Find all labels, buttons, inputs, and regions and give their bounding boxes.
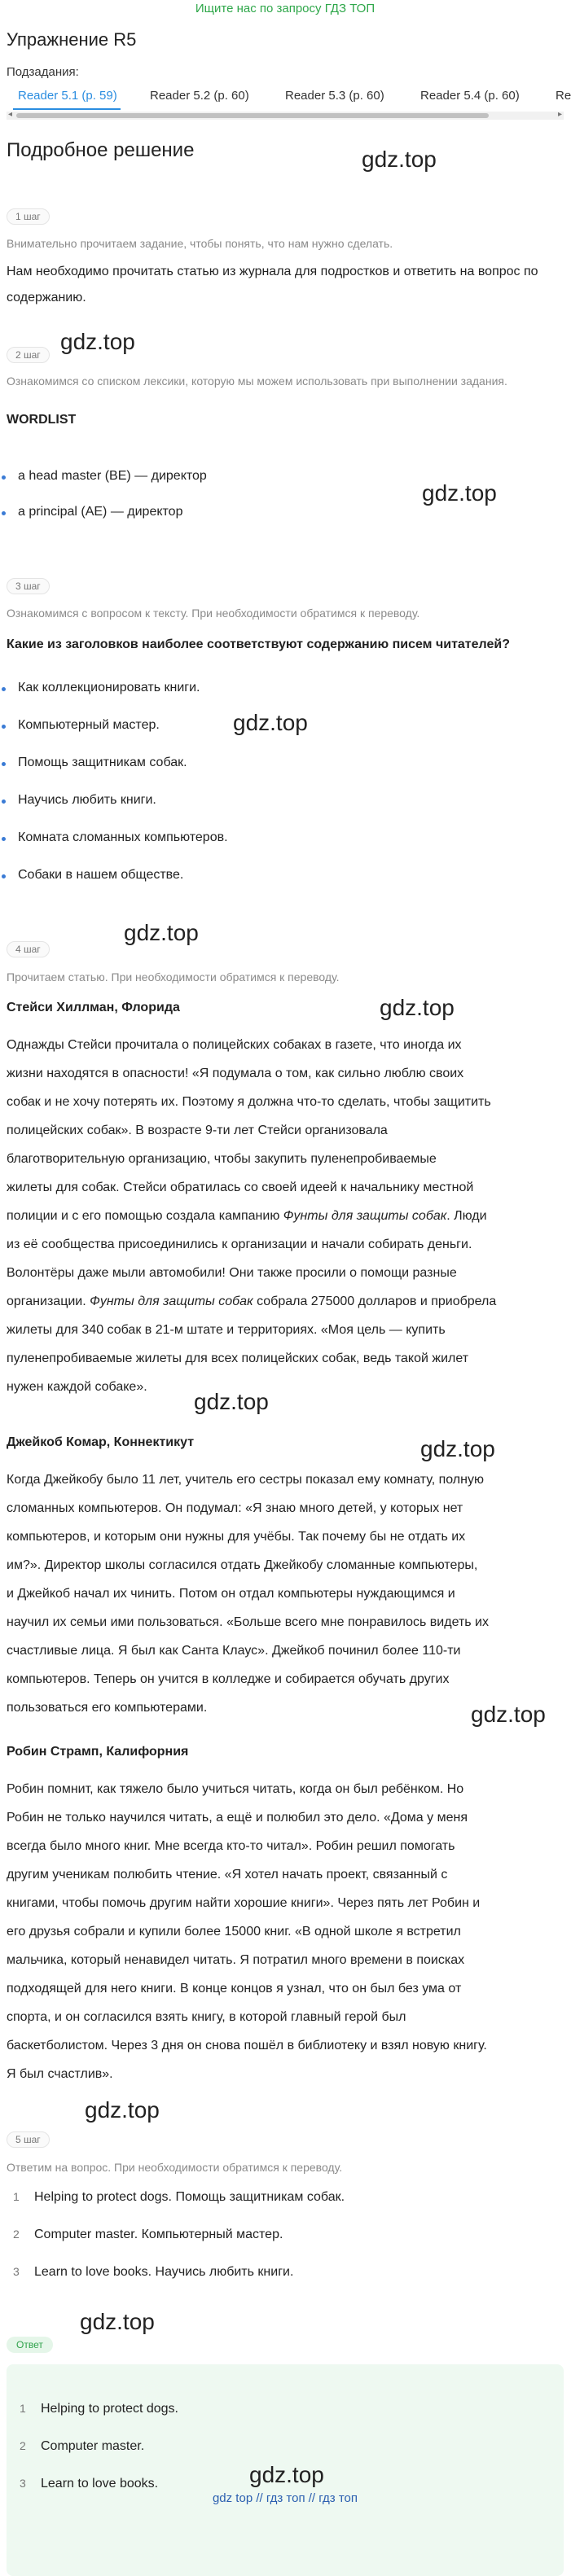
watermark: gdz.top (60, 329, 135, 354)
step-1-badge: 1 шаг (7, 208, 50, 225)
story-line: компьютеров, и которым они нужны для учёбы. Так почему бы не отдать их (7, 1530, 466, 1544)
story-line: счастливые лица. Я был как Санта Клаус». Джейкоб починил более 110-ти (7, 1644, 461, 1658)
subtask-tabs (7, 84, 571, 110)
story-line: им?». Директор школы согласился отдать Джейкобу сломанные компьютеры, (7, 1558, 478, 1572)
tab-reader-5-2[interactable]: Reader 5.2 (p. 60) (150, 89, 249, 103)
story-line: организации. Фунты для защиты собак собрала 275000 долларов и приобрела (7, 1295, 497, 1308)
word-item: a head master (BE) — директор (18, 469, 207, 483)
scrollbar-thumb[interactable] (16, 113, 489, 118)
story-line: сломанных компьютеров. Он подумал: «Я знаю много детей, у которых нет (7, 1501, 463, 1515)
story-line: его друзья собрали и купили более 15000 книг. «В одной школе я встретил (7, 1925, 461, 1939)
story-line: из её сообщества присоединились к организации и начали собирать деньги. (7, 1238, 472, 1251)
story-line: научил их семьи ими пользоваться. «Больше всего мне понравилось видеть их (7, 1615, 489, 1629)
step-4-hint: Прочитаем статью. При необходимости обратимся к переводу. (7, 970, 340, 984)
story-line: пользоваться его компьютерами. (7, 1701, 208, 1715)
step-5-hint: Ответим на вопрос. При необходимости обратимся к переводу. (7, 2161, 343, 2174)
story-line: собак и не хочу потерять их. Поэтому я должна что-то сделать, чтобы защитить (7, 1095, 491, 1109)
story-line: Волонтёры даже мыли автомобили! Они также просили о помощи разные (7, 1266, 457, 1280)
option-item: Как коллекционировать книги. (18, 681, 200, 694)
watermark: gdz.top (420, 1436, 495, 1461)
story-line: баскетболистом. Через 3 дня он снова пошёл в библиотеку и взял новую книгу. (7, 2039, 487, 2052)
tab-reader-5-5[interactable]: Re (556, 89, 571, 103)
scroll-right-icon[interactable]: ▸ (557, 110, 562, 119)
step-3-hint: Ознакомимся с вопросом к тексту. При необходимости обратимся к переводу. (7, 607, 420, 620)
watermark: gdz.top (85, 2097, 160, 2123)
option-item: Компьютерный мастер. (18, 718, 160, 732)
watermark: gdz.top (249, 2462, 324, 2487)
tab-reader-5-1[interactable]: Reader 5.1 (p. 59) (18, 89, 117, 103)
final-answer-item: 2 Computer master. (20, 2439, 145, 2453)
watermark: gdz.top (233, 710, 308, 735)
story-heading: Джейкоб Комар, Коннектикут (7, 1435, 195, 1449)
story-line: спорта, и он согласился взять книгу, в которой главный герой был (7, 2010, 406, 2024)
story-line: Однажды Стейси прочитала о полицейских собаках в газете, что иногда их (7, 1038, 462, 1052)
story-line: мальчика, который ненавидел читать. Я потратил много времени в поисках (7, 1953, 465, 1967)
watermark: gdz.top (124, 920, 199, 945)
story-line: подходящей для него книги. В конце концов я узнал, что он был без ума от (7, 1982, 462, 1996)
watermark: gdz.top (471, 1702, 546, 1727)
tabs-scrollbar[interactable] (7, 112, 564, 120)
page-title: Упражнение R5 (7, 29, 137, 50)
watermark: gdz.top (80, 2309, 155, 2334)
story-line: Когда Джейкобу было 11 лет, учитель его сестры показал ему комнату, полную (7, 1473, 484, 1487)
tab-reader-5-4[interactable]: Reader 5.4 (p. 60) (420, 89, 520, 103)
story-heading: Стейси Хиллман, Флорида (7, 1001, 180, 1014)
story-line: полицейских собак». В возрасте 9-ти лет Стейси организовала (7, 1124, 388, 1137)
story-body-stacy (7, 1031, 564, 1401)
watermark: gdz.top (422, 480, 497, 506)
step-2-hint: Ознакомимся со списком лексики, которую мы можем использовать при выполнении задания. (7, 375, 507, 388)
story-line: книгами, чтобы помочь другим найти хорошие книги». Через пять лет Робин и (7, 1896, 481, 1910)
subtasks-label: Подзадания: (7, 65, 79, 79)
final-answer-item: 1 Helping to protect dogs. (20, 2402, 178, 2416)
option-item: Научись любить книги. (18, 793, 156, 807)
story-body-robin (7, 1775, 564, 2088)
answer-list-item: 2 Computer master. Компьютерный мастер. (13, 2228, 283, 2241)
wordlist-title: WORDLIST (7, 413, 77, 427)
story-line: нужен каждой собаке». (7, 1380, 147, 1394)
footer-links[interactable]: gdz top // гдз топ // гдз топ (212, 2491, 358, 2505)
option-item: Помощь защитникам собак. (18, 756, 187, 769)
step-2-badge: 2 шаг (7, 347, 50, 363)
story-line: жилеты для 340 собак в 21-м штате и территориях. «Моя цель — купить (7, 1323, 446, 1337)
step-1-hint: Внимательно прочитаем задание, чтобы понять, что нам нужно сделать. (7, 237, 393, 250)
watermark: gdz.top (380, 995, 455, 1020)
step-3-badge: 3 шаг (7, 578, 50, 594)
story-line: Робин не только научился читать, а ещё и полюбил это дело. «Дома у меня (7, 1811, 468, 1825)
story-line: жилеты для собак. Стейси обратилась со своей идеей к начальнику местной (7, 1181, 474, 1194)
option-item: Комната сломанных компьютеров. (18, 830, 228, 844)
watermark: gdz.top (194, 1389, 269, 1414)
story-line: другим ученикам полюбить чтение. «Я хотел начать проект, связанный с (7, 1868, 448, 1882)
active-tab-indicator (13, 108, 121, 110)
story-line: Я был счастлив». (7, 2067, 113, 2081)
option-item: Собаки в нашем обществе. (18, 868, 184, 882)
tab-reader-5-3[interactable]: Reader 5.3 (p. 60) (285, 89, 384, 103)
story-line: компьютеров. Теперь он учится в колледже и собирается обучать других (7, 1672, 450, 1686)
story-line: Робин помнит, как тяжело было учиться читать, когда он был ребёнком. Но (7, 1782, 464, 1796)
step-5-badge: 5 шаг (7, 2131, 50, 2148)
story-line: и Джейкоб начал их чинить. Потом он отдал компьютеры нуждающимся и (7, 1587, 455, 1601)
answer-list-item: 3 Learn to love books. Научись любить книги. (13, 2265, 294, 2279)
story-line: пуленепробиваемые жилеты для всех полицейских собак, ведь такой жилет (7, 1352, 469, 1365)
story-heading: Робин Страмп, Калифорния (7, 1745, 189, 1759)
story-line: благотворительную организацию, чтобы закупить пуленепробиваемые (7, 1152, 437, 1166)
step-1-text: Нам необходимо прочитать статью из журнала для подростков и ответить на вопрос по содержанию. (7, 265, 538, 304)
story-line: полиции и с его помощью создала кампанию Фунты для защиты собак. Люди (7, 1209, 487, 1223)
story-line: всегда было много книг. Мне всегда кто-то читал». Робин решил помогать (7, 1839, 455, 1853)
answer-badge: Ответ (7, 2337, 53, 2353)
answer-list-item: 1 Helping to protect dogs. Помощь защитникам собак. (13, 2190, 345, 2204)
final-answer-item: 3 Learn to love books. (20, 2477, 159, 2491)
step-3-question: Какие из заголовков наиболее соответствуют содержанию писем читателей? (7, 637, 510, 651)
top-banner: Ищите нас по запросу ГДЗ ТОП (195, 2, 376, 15)
step-4-badge: 4 шаг (7, 941, 50, 957)
scroll-left-icon[interactable]: ◂ (8, 110, 13, 119)
watermark: gdz.top (362, 147, 437, 172)
section-title: Подробное решение (7, 139, 195, 161)
story-body-jacob (7, 1465, 564, 1722)
story-line: жизни находятся в опасности! «Я подумала о том, как сильно люблю своих (7, 1067, 464, 1080)
word-item: a principal (AE) — директор (18, 505, 183, 519)
